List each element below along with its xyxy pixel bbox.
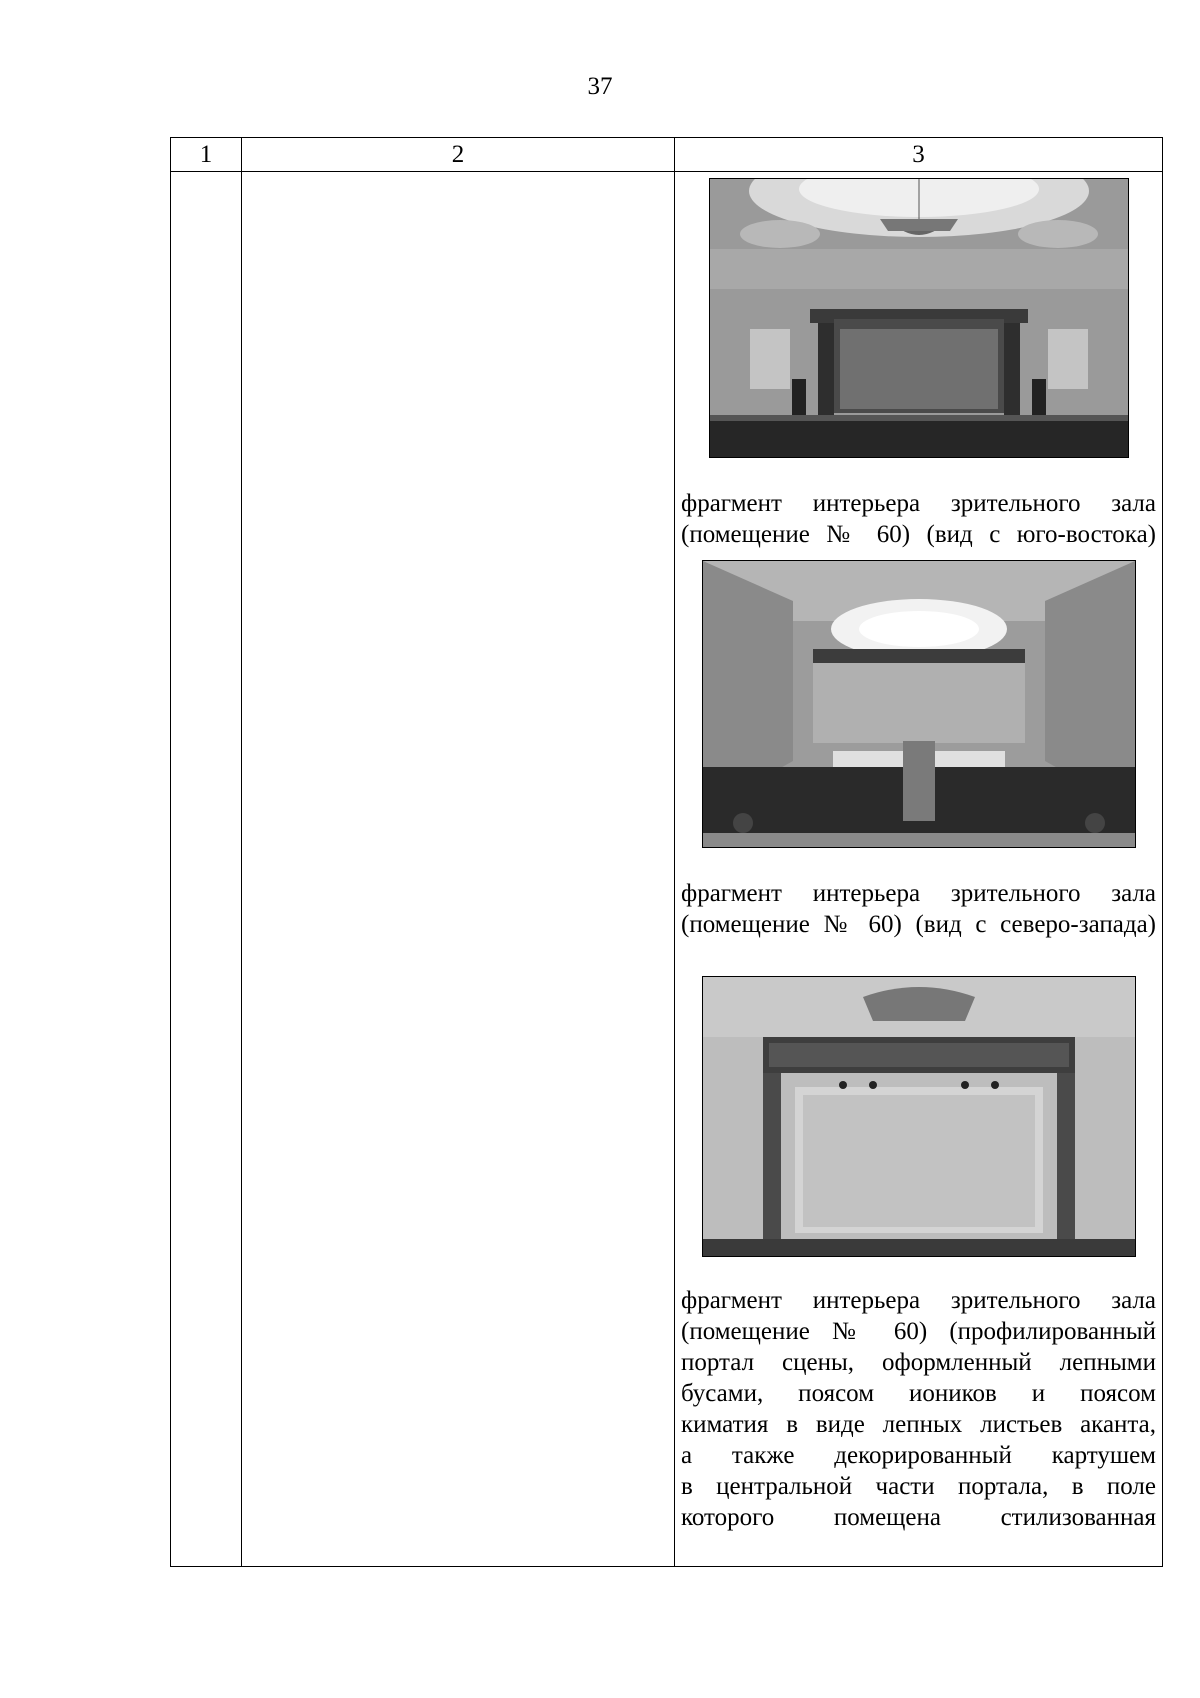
caption-line: (помещение № 60) (вид с юго-востока) [681,521,1156,548]
photo-caption [681,488,1156,550]
caption-line: портал сцены, оформленный лепными [681,1349,1156,1376]
auditorium-photo-southeast [709,178,1129,458]
table-body-row [171,172,1163,1567]
table-header-row [171,138,1163,172]
auditorium-photo-northwest [702,560,1136,848]
column-header-1: 1 [171,138,242,172]
caption-line: фрагмент интерьера зрительного зала [681,1287,1156,1314]
stage-portal-photo [702,976,1136,1257]
caption-line: фрагмент интерьера зрительного зала [681,880,1156,907]
caption-line: киматия в виде лепных листьев аканта, [681,1411,1156,1438]
caption-line: а также декорированный картушем [681,1442,1156,1469]
caption-line: в центральной части портала, в поле [681,1473,1156,1500]
caption-line: которого помещена стилизованная [681,1504,1156,1531]
caption-line: (помещение № 60) (профилированный [681,1318,1156,1345]
caption-line: (помещение № 60) (вид с северо-запада) [681,911,1156,938]
caption-line: фрагмент интерьера зрительного зала [681,490,1156,517]
cell-column-2 [242,172,675,1567]
column-header-2: 2 [242,138,675,172]
cell-column-1 [171,172,242,1567]
photo-caption [681,1285,1156,1533]
column-header-3: 3 [675,138,1163,172]
page-number: 37 [587,73,613,100]
caption-line: бусами, поясом иоников и поясом [681,1380,1156,1407]
photo-caption [681,878,1156,940]
description-table [170,137,1163,1567]
cell-column-3 [675,172,1163,1567]
